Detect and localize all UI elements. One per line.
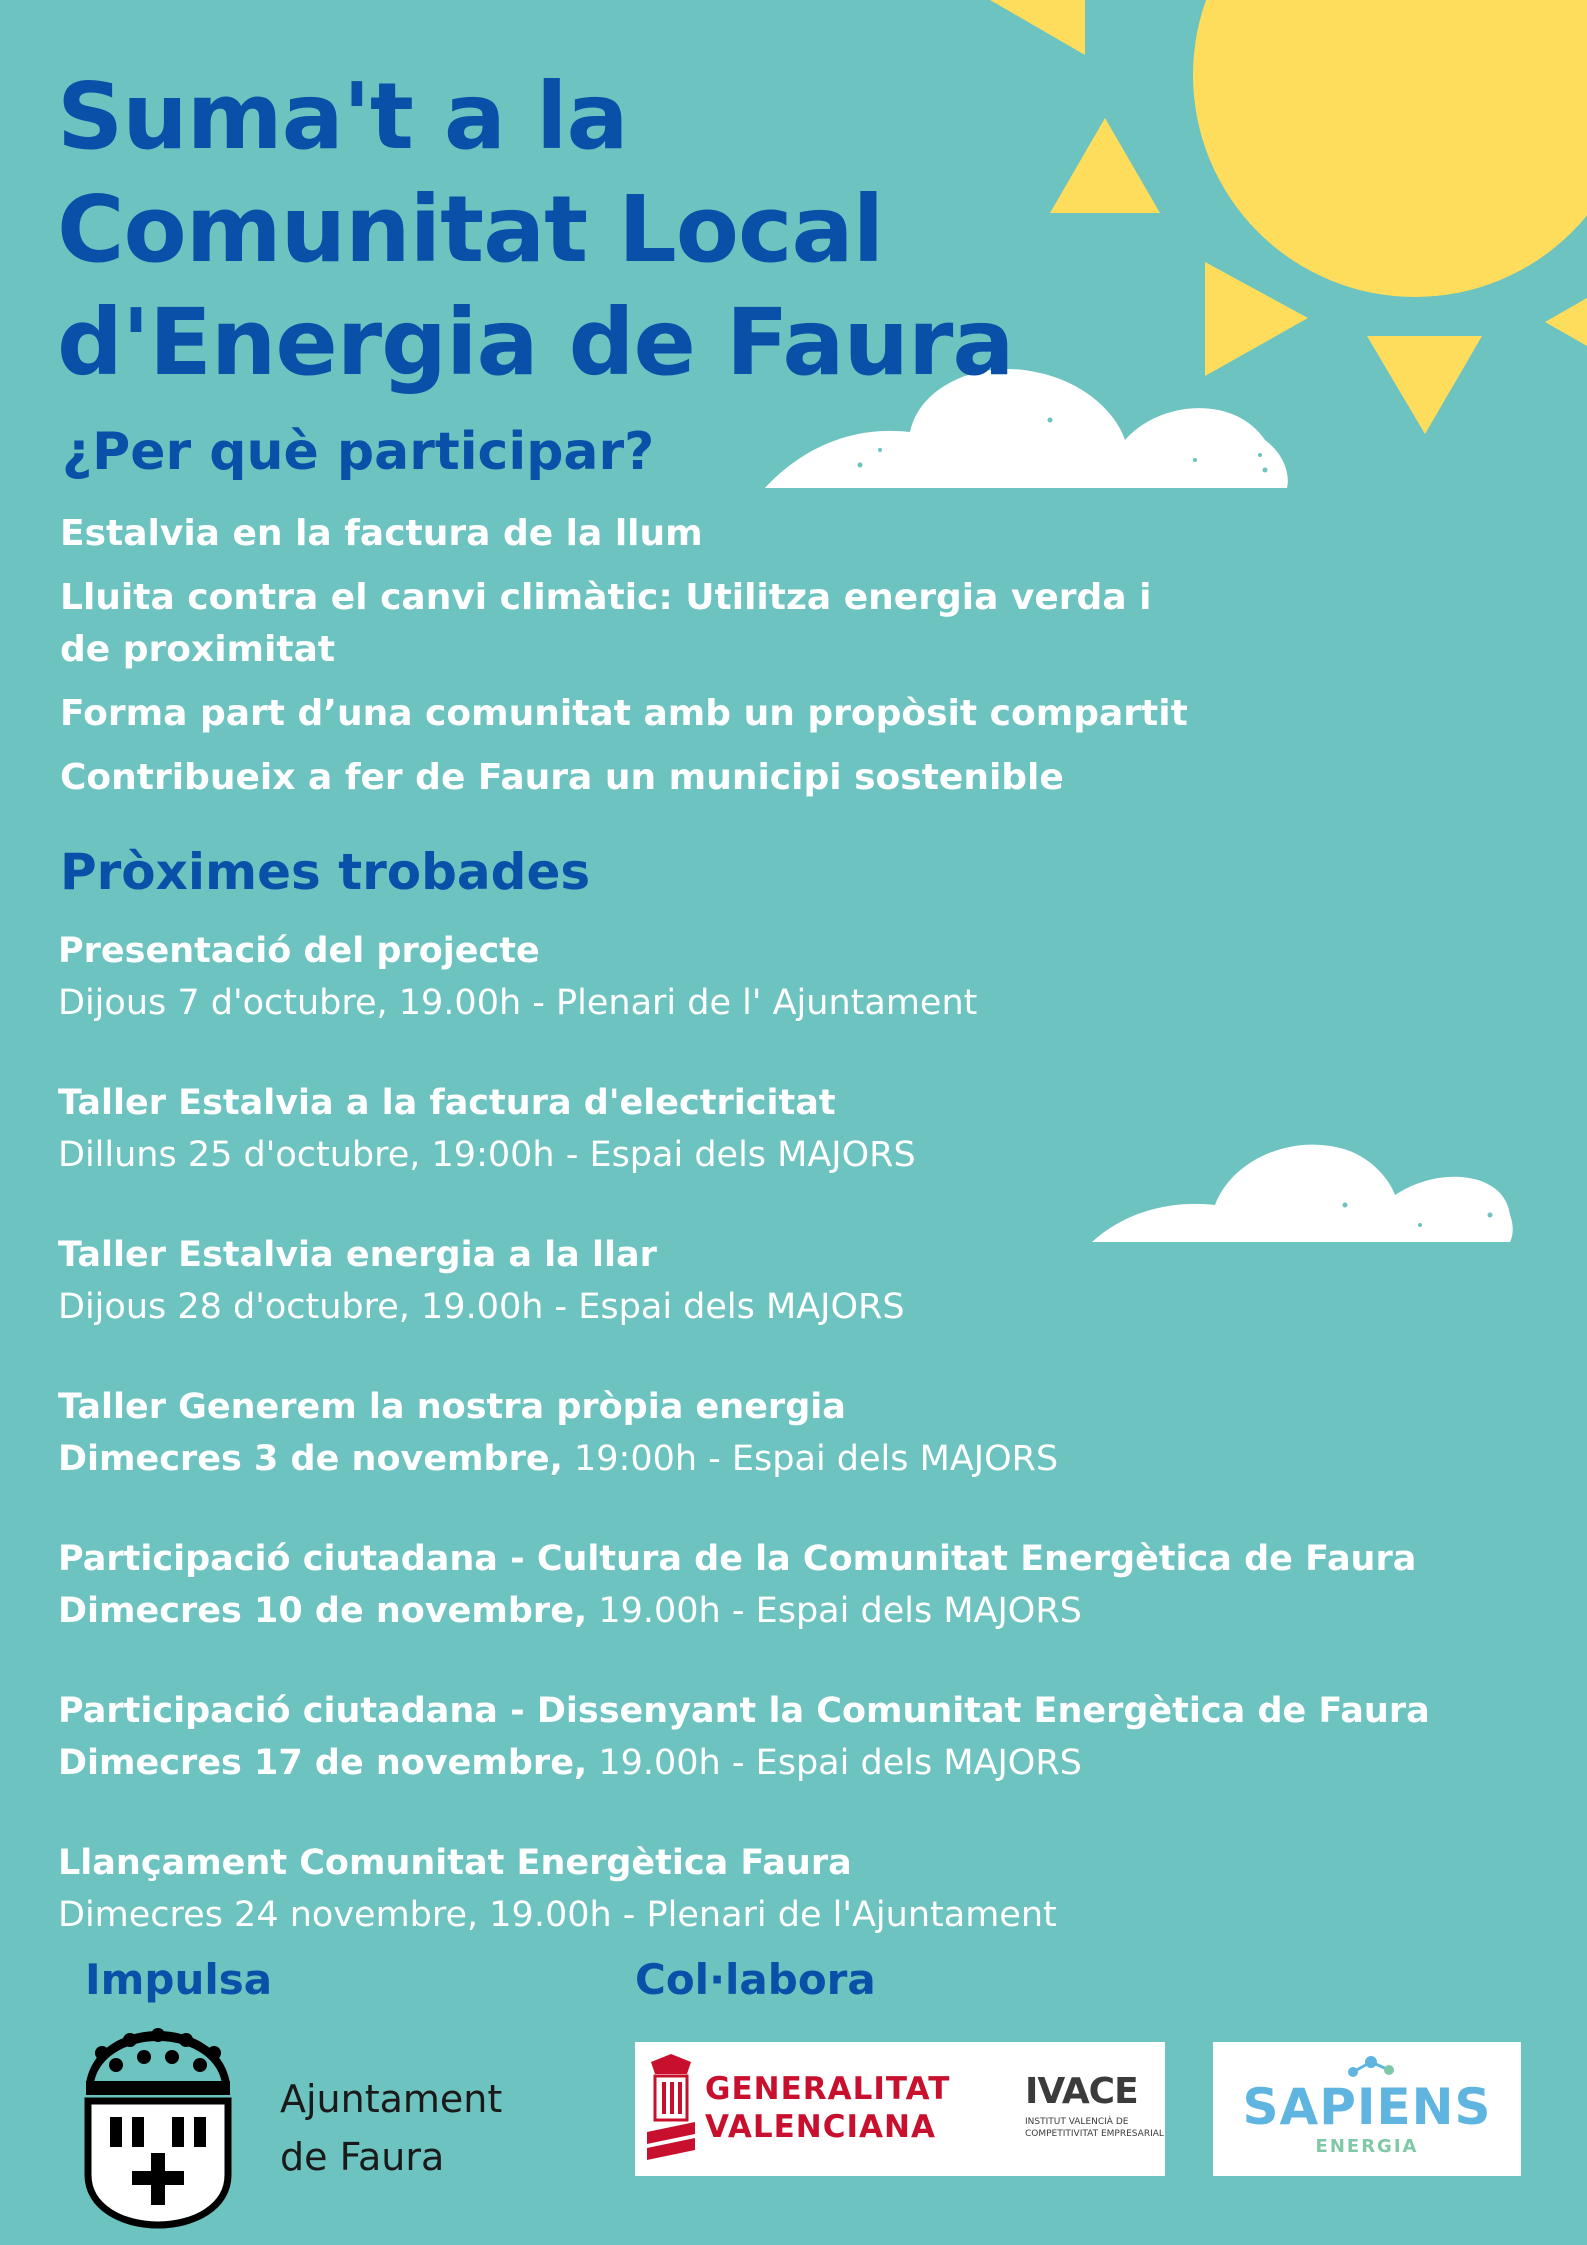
event-when <box>58 977 1478 1029</box>
event-details: Dijous 28 d'octubre, 19.00h - Espai dels MAJORS <box>58 1287 905 1327</box>
reason-item: Estalvia en la factura de la llum <box>60 513 703 554</box>
colabora-label: Col·labora <box>635 1955 876 2004</box>
page-title <box>57 60 1013 399</box>
event-when <box>58 1129 1478 1181</box>
sapiens-energia-logo <box>1213 2042 1521 2176</box>
generalitat-line-2: VALENCIANA <box>705 2109 936 2145</box>
event-date: Dimecres 17 de novembre, <box>58 1743 588 1783</box>
event-title: Llançament Comunitat Energètica Faura <box>58 1843 852 1883</box>
event-item <box>58 1533 1478 1685</box>
impulsa-label: Impulsa <box>85 1955 273 2004</box>
reasons-list <box>60 508 1210 816</box>
generalitat-line-1: GENERALITAT <box>705 2071 951 2107</box>
event-details: Dimecres 24 novembre, 19.00h - Plenari de l'Ajuntament <box>58 1895 1057 1935</box>
event-title: Participació ciutadana - Dissenyant la Comunitat Energètica de Faura <box>58 1691 1430 1731</box>
event-item <box>58 1077 1478 1229</box>
event-details: 19.00h - Espai dels MAJORS <box>587 1743 1082 1783</box>
event-when <box>58 1433 1478 1485</box>
event-date: Dimecres 10 de novembre, <box>58 1591 588 1631</box>
sun-ray <box>1050 118 1160 213</box>
ajuntament-line-2: de Faura <box>280 2135 445 2179</box>
events-list <box>58 925 1478 1989</box>
generalitat-emblem-icon <box>643 2052 699 2166</box>
event-title: Participació ciutadana - Cultura de la Comunitat Energètica de Faura <box>58 1539 1417 1579</box>
ajuntament-name <box>280 2070 502 2186</box>
title-line-1: Suma't a la <box>57 63 628 170</box>
event-item <box>58 925 1478 1077</box>
event-item <box>58 1685 1478 1837</box>
event-details: Dijous 7 d'octubre, 19.00h - Plenari de l' Ajuntament <box>58 983 978 1023</box>
generalitat-ivace-logo <box>635 2042 1165 2176</box>
faura-coat-of-arms-icon <box>72 2025 244 2230</box>
sun-ray <box>1205 262 1308 376</box>
event-when <box>58 1889 1478 1941</box>
reason-item: Forma part d’una comunitat amb un propòsit compartit <box>60 693 1188 734</box>
sun-ray <box>1545 298 1587 346</box>
event-item <box>58 1229 1478 1381</box>
events-heading: Pròximes trobades <box>60 843 591 901</box>
ajuntament-line-1: Ajuntament <box>280 2077 503 2121</box>
event-title: Taller Estalvia a la factura d'electricitat <box>58 1083 836 1123</box>
event-when <box>58 1281 1478 1333</box>
why-heading: ¿Per què participar? <box>62 422 655 482</box>
event-date: Dimecres 3 de novembre, <box>58 1439 563 1479</box>
generalitat-name <box>705 2070 950 2146</box>
event-details: Dilluns 25 d'octubre, 19:00h - Espai dels MAJORS <box>58 1135 916 1175</box>
ivace-subtitle: INSTITUT VALENCIÀ DE COMPETITIVITAT EMPRESARIAL <box>1025 2117 1164 2139</box>
sun-icon <box>1193 0 1587 297</box>
title-line-2: Comunitat Local <box>57 176 884 283</box>
ivace-name: IVACE <box>1025 2071 1138 2112</box>
event-title: Taller Generem la nostra pròpia energia <box>58 1387 846 1427</box>
event-title: Presentació del projecte <box>58 931 540 971</box>
reason-item: Lluita contra el canvi climàtic: Utilitza energia verda i de proximitat <box>60 577 1152 670</box>
sapiens-subtitle: ENERGIA <box>1315 2136 1419 2157</box>
title-line-3: d'Energia de Faura <box>57 289 1014 396</box>
event-title: Taller Estalvia energia a la llar <box>58 1235 657 1275</box>
event-details: 19:00h - Espai dels MAJORS <box>562 1439 1059 1479</box>
sun-ray <box>990 0 1085 55</box>
sapiens-name: SAPIENS <box>1242 2078 1492 2136</box>
event-when <box>58 1737 1478 1789</box>
reason-item: Contribueix a fer de Faura un municipi sostenible <box>60 757 1064 798</box>
sun-ray <box>1367 336 1482 434</box>
event-item <box>58 1381 1478 1533</box>
event-when <box>58 1585 1478 1637</box>
event-details: 19.00h - Espai dels MAJORS <box>587 1591 1082 1631</box>
